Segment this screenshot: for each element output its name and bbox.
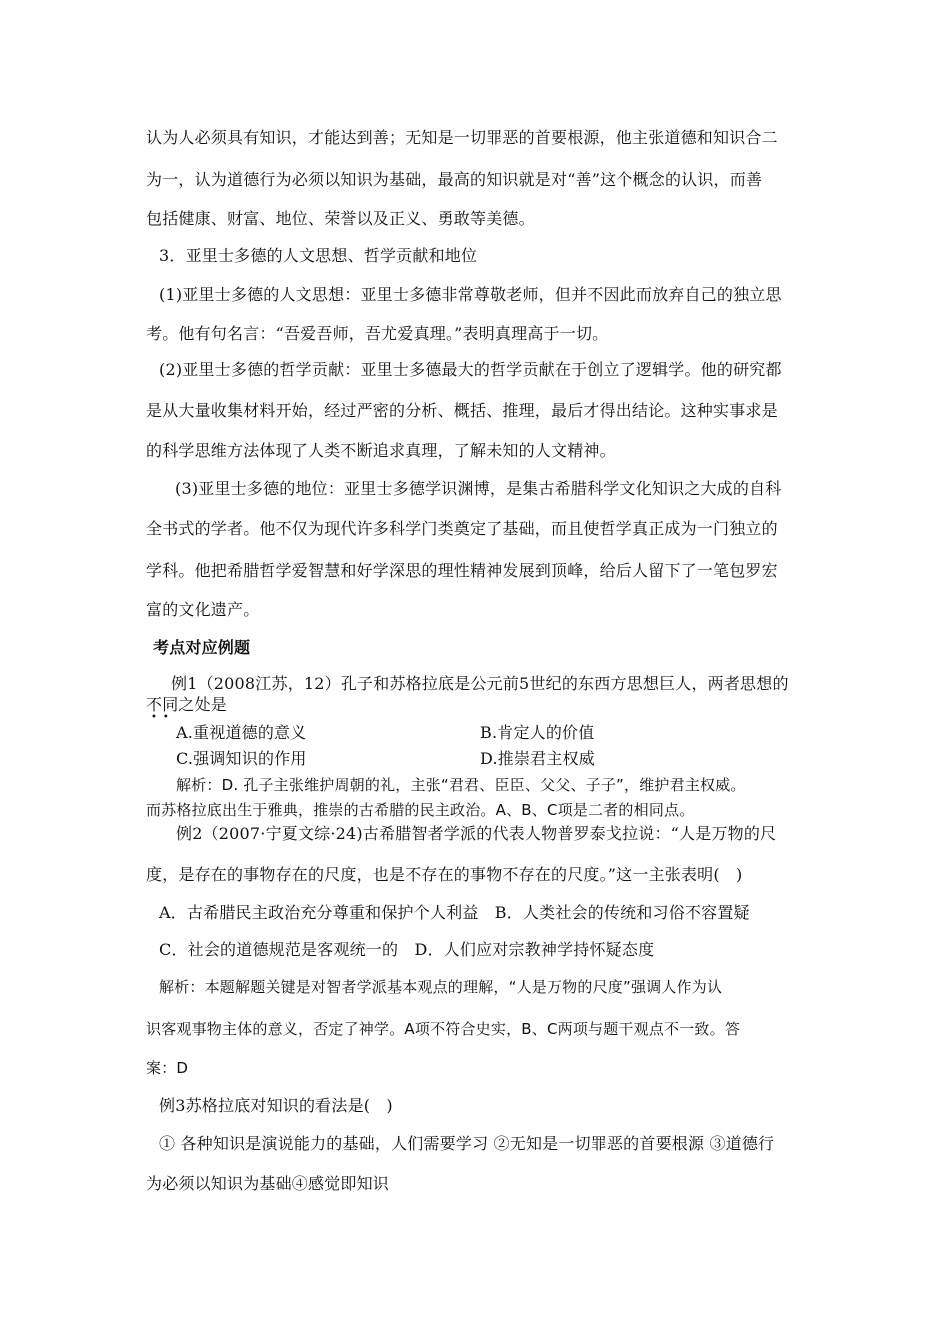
option-d: D.推崇君主权威 bbox=[480, 749, 595, 768]
option-b: B.肯定人的价值 bbox=[480, 723, 595, 742]
paragraph-line: 全书式的学者。他不仅为现代许多科学门类奠定了基础，而且使哲学真正成为一门独立的 bbox=[146, 519, 778, 538]
paragraph-line: 为一，认为道德行为必须以知识为基础，最高的知识就是对“善”这个概念的认识，而善 bbox=[146, 170, 763, 189]
emphasis-dots: •• bbox=[151, 712, 175, 723]
example2-options: A．古希腊民主政治充分尊重和保护个人利益 B．人类社会的传统和习俗不容置疑 bbox=[159, 903, 750, 922]
example1-analysis: 而苏格拉底出生于雅典，推崇的古希腊的民主政治。A、B、C项是二者的相同点。 bbox=[146, 801, 695, 819]
paragraph-line: 包括健康、财富、地位、荣誉以及正义、勇敢等美德。 bbox=[146, 209, 535, 228]
example2-options: C．社会的道德规范是客观统一的 D．人们应对宗教神学持怀疑态度 bbox=[159, 940, 655, 959]
example2-analysis: 解析：本题解题关键是对智者学派基本观点的理解，“人是万物的尺度”强调人作为认 bbox=[159, 978, 723, 996]
examples-heading: 考点对应例题 bbox=[153, 638, 251, 657]
example3-items: 为必须以知识为基础④感觉即知识 bbox=[146, 1174, 390, 1193]
example3-items: ① 各种知识是演说能力的基础，人们需要学习 ②无知是一切罪恶的首要根源 ③道德行 bbox=[159, 1134, 775, 1153]
option-a: A.重视道德的意义 bbox=[176, 723, 307, 742]
example1-stem: 不同之处是 bbox=[146, 695, 228, 714]
option-c: C.强调知识的作用 bbox=[176, 749, 307, 768]
paragraph-line: 学科。他把希腊哲学爱智慧和好学深思的理性精神发展到顶峰，给后人留下了一笔包罗宏 bbox=[146, 561, 778, 580]
example2-stem: 度，是存在的事物存在的尺度，也是不存在的事物不存在的尺度。”这一主张表明( ) bbox=[146, 865, 743, 884]
example2-answer: 案：D bbox=[146, 1059, 189, 1077]
example3-stem: 例3苏格拉底对知识的看法是( ) bbox=[159, 1096, 393, 1115]
example2-analysis: 识客观事物主体的意义，否定了神学。A项不符合史实，B、C两项与题干观点不一致。答 bbox=[146, 1020, 741, 1038]
paragraph-line: 富的文化遗产。 bbox=[146, 600, 260, 619]
paragraph-line: 考。他有句名言：“吾爱吾师，吾尤爱真理。”表明真理高于一切。 bbox=[146, 324, 609, 343]
paragraph-line: 的科学思维方法体现了人类不断追求真理，了解未知的人文精神。 bbox=[146, 441, 616, 460]
example2-stem: 例2（2007·宁夏文综·24)古希腊智者学派的代表人物普罗泰戈拉说：“人是万物的尺 bbox=[176, 824, 777, 843]
example1-analysis: 解析：D. 孔子主张维护周朝的礼，主张“君君、臣臣、父父、子子”，维护君主权威。 bbox=[176, 776, 746, 794]
example1-stem: 例1（2008江苏，12）孔子和苏格拉底是公元前5世纪的东西方思想巨人，两者思想的 bbox=[171, 674, 789, 693]
paragraph-line: (2)亚里士多德的哲学贡献：亚里士多德最大的哲学贡献在于创立了逻辑学。他的研究都 bbox=[159, 360, 782, 379]
paragraph-line: (3)亚里士多德的地位：亚里士多德学识渊博，是集古希腊科学文化知识之大成的自科 bbox=[175, 479, 782, 498]
paragraph-line: (1)亚里士多德的人文思想：亚里士多德非常尊敬老师，但并不因此而放弃自己的独立思 bbox=[159, 285, 782, 304]
paragraph-line: 认为人必须具有知识，才能达到善；无知是一切罪恶的首要根源，他主张道德和知识合二 bbox=[146, 128, 778, 147]
paragraph-line: 是从大量收集材料开始，经过严密的分析、概括、推理，最后才得出结论。这种实事求是 bbox=[146, 401, 778, 420]
section-heading: 3．亚里士多德的人文思想、哲学贡献和地位 bbox=[159, 246, 478, 265]
